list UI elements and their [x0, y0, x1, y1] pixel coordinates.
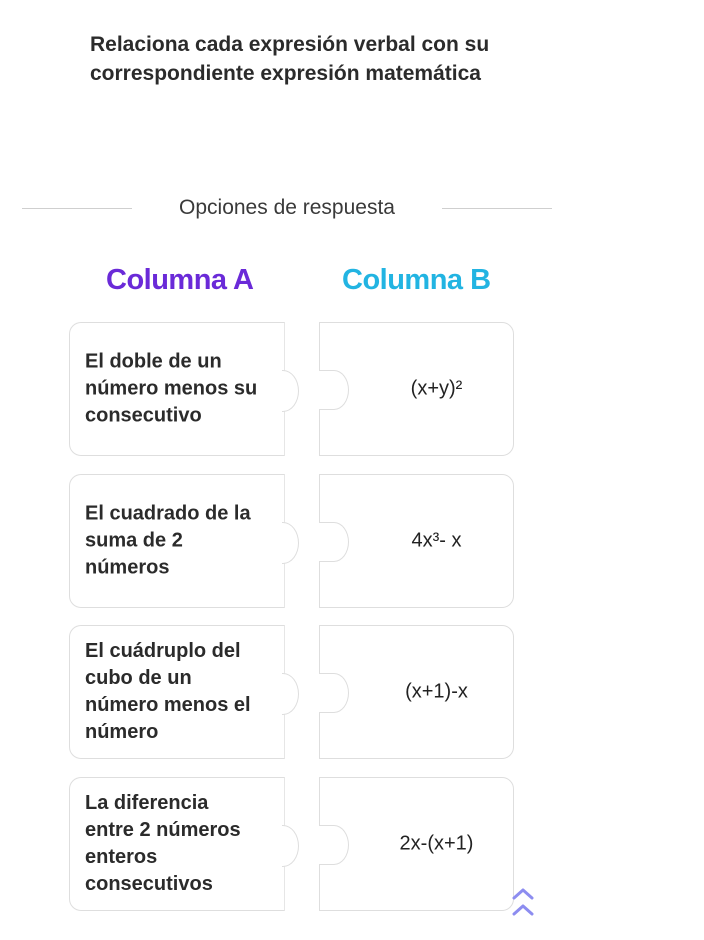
column-a-text [85, 790, 258, 898]
puzzle-tab [267, 370, 299, 412]
column-b-title: Columna B [342, 264, 491, 296]
double-chevron-up-icon[interactable] [508, 884, 538, 924]
column-a-card[interactable] [69, 625, 285, 759]
question-text [90, 30, 550, 88]
chevron-up-icon [508, 884, 538, 924]
column-a-text [85, 349, 258, 430]
options-divider-label: Opciones de respuesta [179, 196, 395, 219]
text-line: El cuadrado de la [85, 502, 251, 525]
divider-line-left [22, 208, 132, 209]
column-a-text [85, 501, 258, 582]
text-line: consecutivo [85, 404, 202, 427]
question-line-1: Relaciona cada expresión verbal con su [90, 33, 490, 56]
text-line: número menos su [85, 377, 258, 400]
column-b-expression: (x+1)-x [405, 680, 468, 703]
column-a-card[interactable] [69, 474, 285, 608]
column-b-expression: 2x-(x+1) [399, 832, 474, 855]
column-b-card[interactable] [319, 625, 514, 759]
divider-line-right [442, 208, 552, 209]
column-b-card[interactable] [319, 474, 514, 608]
puzzle-slot [319, 522, 349, 562]
column-a-card[interactable] [69, 322, 285, 456]
text-line: La diferencia [85, 792, 209, 814]
text-line: número menos el [85, 694, 251, 716]
column-a-text [85, 638, 258, 746]
puzzle-tab [267, 673, 299, 715]
text-line: número [85, 721, 159, 743]
column-b-expression: 4x³- x [411, 529, 462, 552]
puzzle-tab [267, 522, 299, 564]
text-line: enteros [85, 846, 158, 868]
puzzle-slot [319, 673, 349, 713]
text-line: números [85, 556, 170, 579]
text-line: suma de 2 [85, 529, 183, 552]
text-line: El cuádruplo del [85, 640, 241, 662]
text-line: consecutivos [85, 873, 213, 895]
puzzle-slot [319, 370, 349, 410]
question-line-2: correspondiente expresión matemática [90, 62, 481, 85]
puzzle-tab [267, 825, 299, 867]
text-line: El doble de un [85, 350, 222, 373]
column-b-expression: (x+y)² [410, 377, 463, 400]
text-line: cubo de un [85, 667, 192, 689]
puzzle-slot [319, 825, 349, 865]
column-a-card[interactable] [69, 777, 285, 911]
text-line: entre 2 números [85, 819, 241, 841]
column-b-card[interactable] [319, 777, 514, 911]
column-a-title: Columna A [106, 264, 254, 296]
column-b-card[interactable] [319, 322, 514, 456]
